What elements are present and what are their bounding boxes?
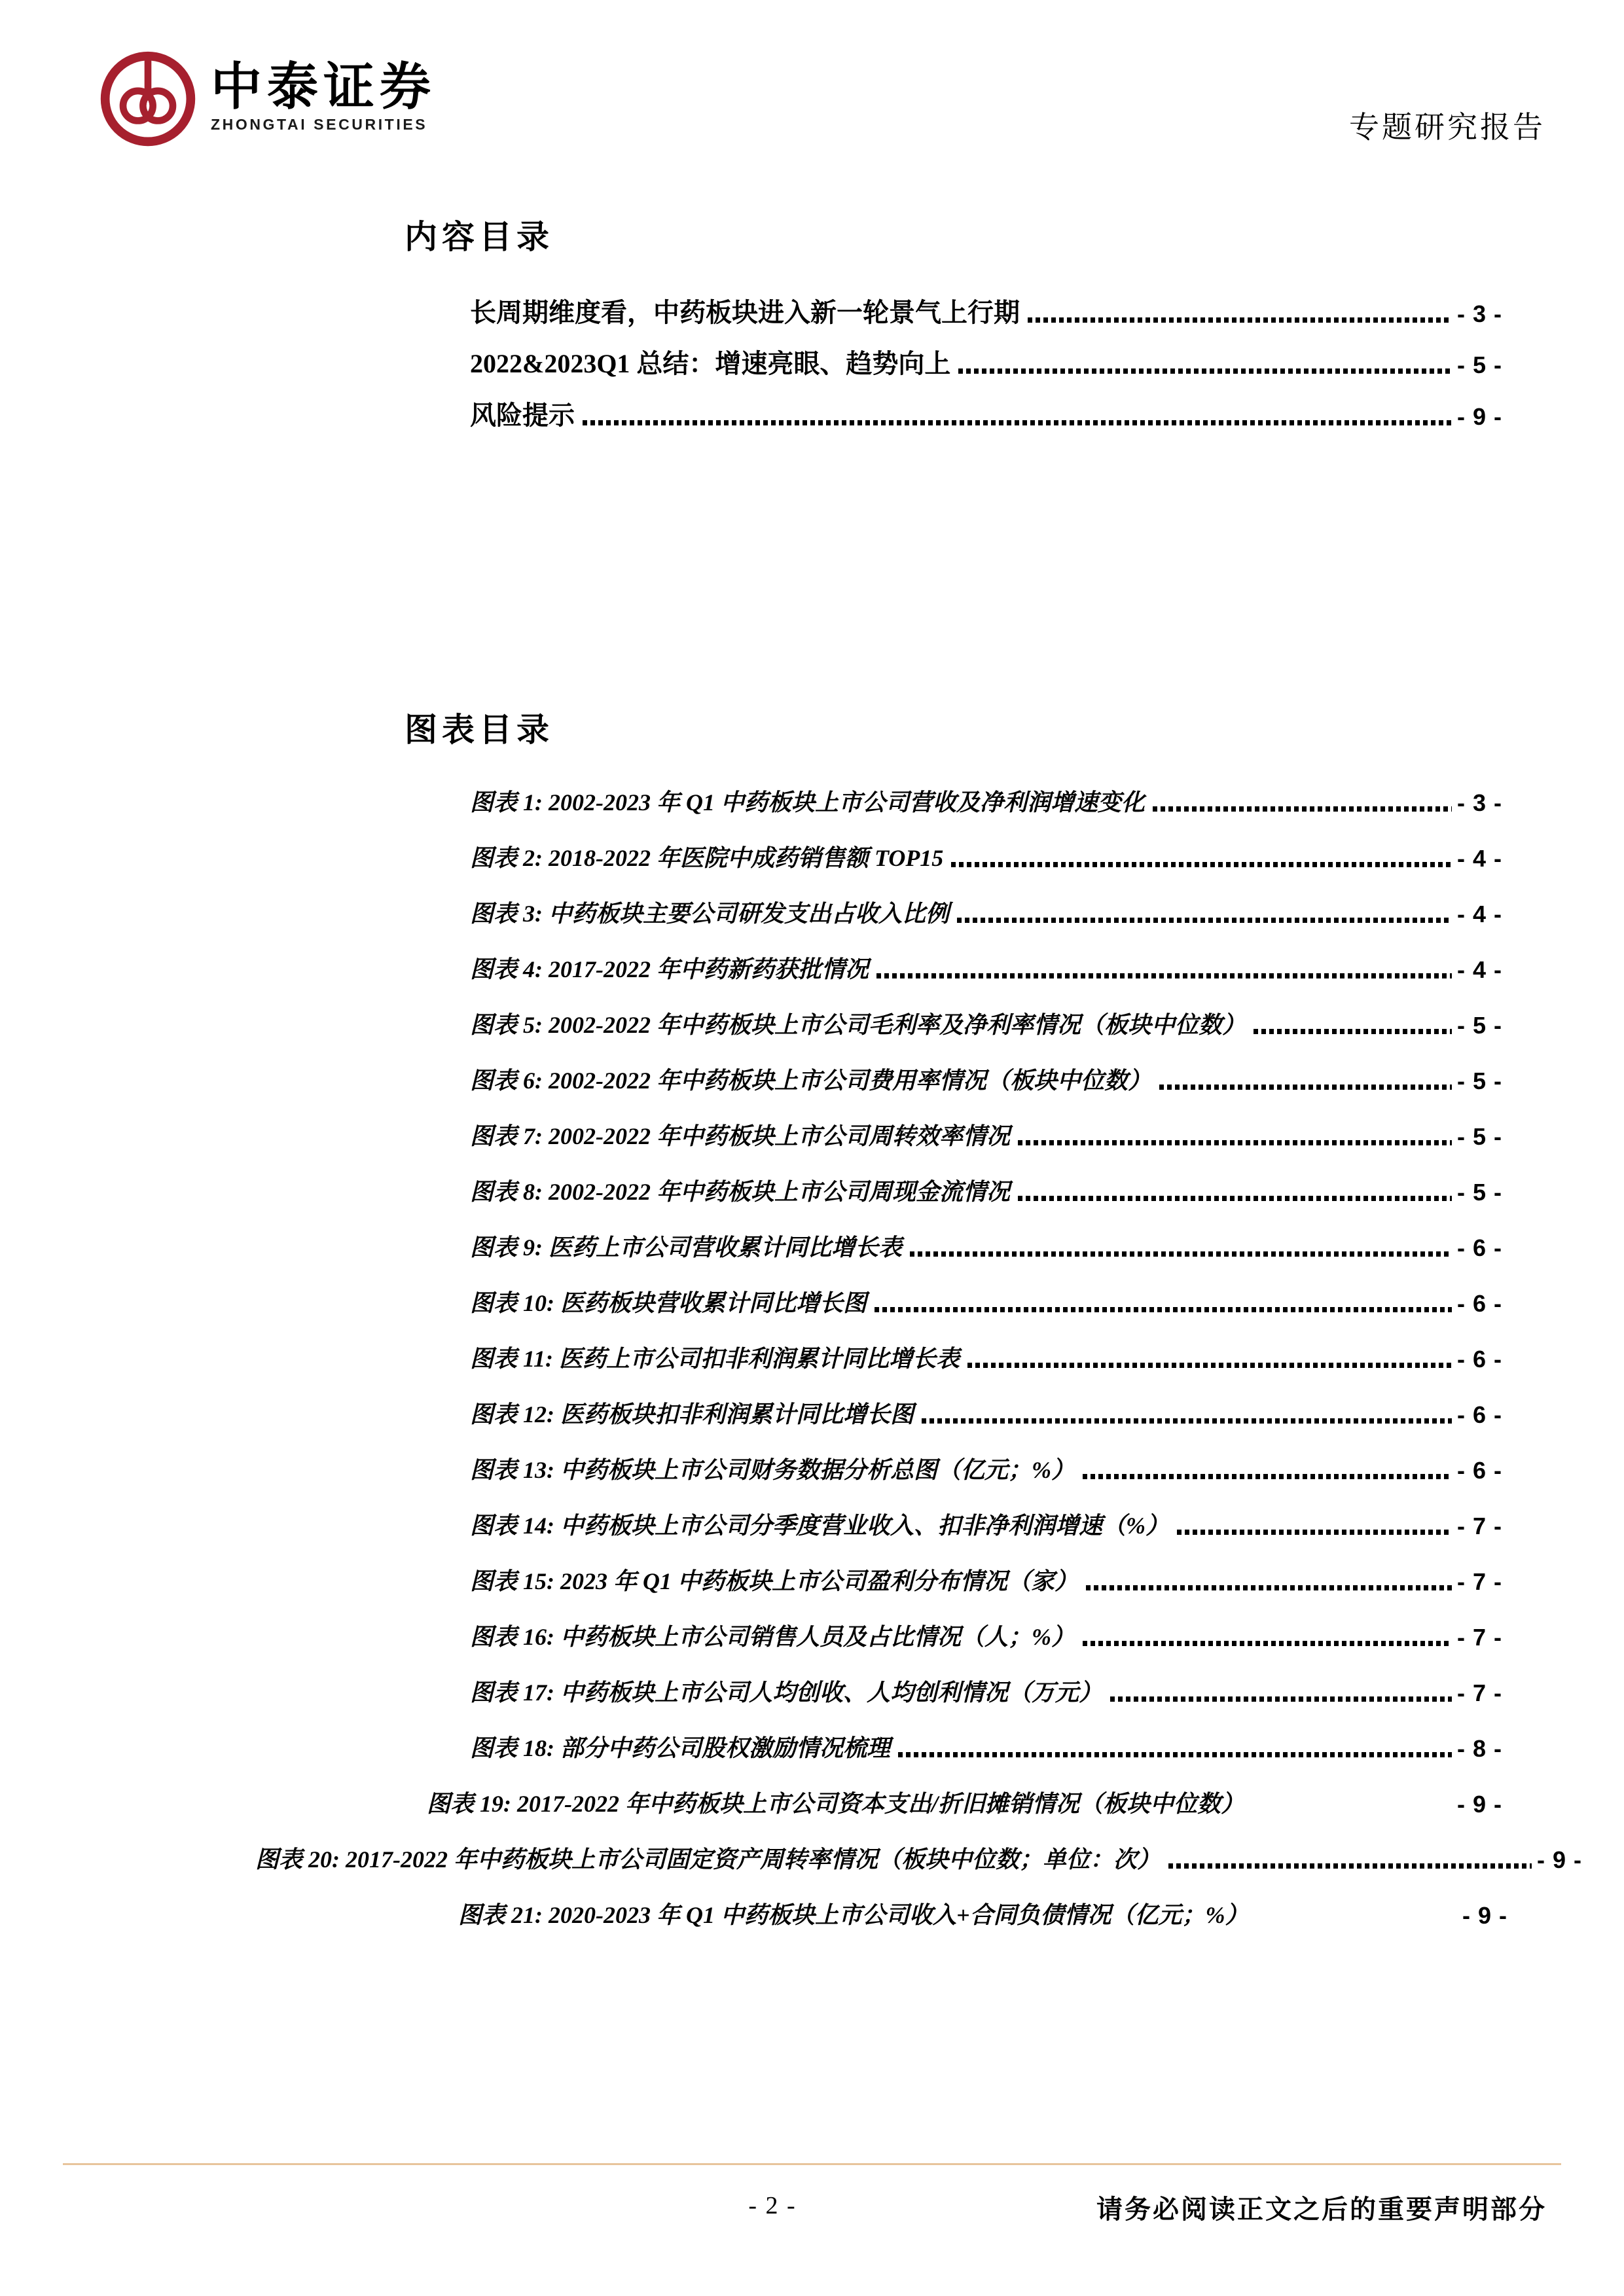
figure-entry-text: 图表 11: 医药上市公司扣非利润累计同比增长表 [470, 1346, 960, 1372]
toc-entry-text: 长周期维度看，中药板块进入新一轮景气上行期 [470, 297, 1020, 327]
figure-entry-6[interactable] [470, 1049, 1502, 1105]
figure-entry-text: 图表 13: 中药板块上市公司财务数据分析总图（亿元；%） [470, 1457, 1075, 1484]
figure-entry-text: 图表 12: 医药板块扣非利润累计同比增长图 [470, 1401, 914, 1428]
figure-entry-3[interactable] [470, 882, 1502, 938]
figure-entry-12[interactable] [470, 1383, 1502, 1439]
figure-entry-18[interactable] [470, 1717, 1502, 1772]
toc-entry-text: 2022&2023Q1 总结：增速亮眼、趋势向上 [470, 349, 951, 378]
dot-leader [958, 368, 1452, 374]
dot-leader [875, 1307, 1452, 1312]
dot-leader [1168, 1863, 1532, 1869]
figure-entry-text: 图表 10: 医药板块营收累计同比增长图 [470, 1290, 867, 1317]
dot-leader [1028, 317, 1452, 323]
figure-entry-15[interactable] [470, 1550, 1502, 1605]
page-reference: - 4 - [1456, 901, 1502, 928]
dot-leader [1083, 1641, 1452, 1646]
figure-entry-text: 图表 19: 2017-2022 年中药板块上市公司资本支出/折旧摊销情况（板块中位数） [427, 1791, 1244, 1818]
footer-disclaimer: 请务必阅读正文之后的重要声明部分 [1096, 2195, 1547, 2224]
figure-entry-text: 图表 7: 2002-2022 年中药板块上市公司周转效率情况 [470, 1123, 1010, 1150]
figure-entry-19[interactable] [427, 1772, 1502, 1828]
page-reference: - 5 - [1456, 351, 1502, 379]
page-reference: - 7 - [1456, 1624, 1502, 1651]
toc-entry-text: 风险提示 [470, 400, 575, 430]
report-type-label: 专题研究报告 [1349, 111, 1545, 144]
figure-entry-17[interactable] [470, 1661, 1502, 1717]
page-reference: - 3 - [1456, 789, 1502, 817]
toc-entry-1[interactable] [470, 286, 1502, 338]
figure-entry-20[interactable] [255, 1828, 1582, 1884]
dot-leader [1177, 1530, 1452, 1535]
page-reference: - 7 - [1456, 1513, 1502, 1540]
brand-name-cn: 中泰证券 [211, 58, 437, 115]
dot-leader [1110, 1696, 1452, 1702]
page-reference: - 9 - [1456, 403, 1502, 430]
toc-list [0, 286, 1624, 440]
dot-leader [1083, 1474, 1452, 1479]
page-reference: - 5 - [1456, 1012, 1502, 1039]
dot-leader [922, 1418, 1452, 1424]
figure-entry-text: 图表 21: 2020-2023 年 Q1 中药板块上市公司收入+合同负债情况（亿元；%） [458, 1902, 1249, 1929]
dot-leader [957, 918, 1452, 923]
figure-entry-2[interactable] [470, 827, 1502, 882]
page-reference: - 6 - [1456, 1234, 1502, 1262]
figure-entry-7[interactable] [470, 1105, 1502, 1160]
dot-leader [1254, 1029, 1452, 1034]
dot-leader [910, 1251, 1452, 1257]
figure-entry-text: 图表 5: 2002-2022 年中药板块上市公司毛利率及净利率情况（板块中位数） [470, 1012, 1246, 1039]
page-reference: - 6 - [1456, 1401, 1502, 1429]
dot-leader [876, 973, 1452, 978]
page-reference: - 9 - [1456, 1791, 1502, 1818]
dot-leader [1153, 806, 1452, 812]
figure-toc-list [0, 771, 1624, 1939]
figure-entry-10[interactable] [470, 1272, 1502, 1327]
page-reference: - 5 - [1456, 1179, 1502, 1206]
figure-entry-text: 图表 6: 2002-2022 年中药板块上市公司费用率情况（板块中位数） [470, 1067, 1151, 1094]
figure-entry-text: 图表 17: 中药板块上市公司人均创收、人均创利情况（万元） [470, 1679, 1102, 1706]
toc-entry-3[interactable] [470, 389, 1502, 440]
footer-divider [63, 2163, 1561, 2165]
dot-leader [1159, 1085, 1452, 1090]
zhongtai-logo-icon [98, 47, 198, 147]
toc-entry-2[interactable] [470, 338, 1502, 389]
figure-entry-text: 图表 18: 部分中药公司股权激励情况梳理 [470, 1735, 890, 1762]
page-reference: - 9 - [1462, 1902, 1507, 1929]
figure-entry-21[interactable] [458, 1884, 1507, 1939]
page-reference: - 7 - [1456, 1679, 1502, 1707]
page-reference: - 4 - [1456, 845, 1502, 872]
figure-entry-text: 图表 2: 2018-2022 年医院中成药销售额 TOP15 [470, 845, 944, 872]
figure-entry-text: 图表 9: 医药上市公司营收累计同比增长表 [470, 1234, 902, 1261]
figure-entry-9[interactable] [470, 1216, 1502, 1272]
page-reference: - 6 - [1456, 1346, 1502, 1373]
figure-entry-14[interactable] [470, 1494, 1502, 1550]
figure-entry-11[interactable] [470, 1327, 1502, 1383]
figure-entry-text: 图表 16: 中药板块上市公司销售人员及占比情况（人；%） [470, 1624, 1075, 1651]
page-reference: - 8 - [1456, 1735, 1502, 1763]
figure-entry-5[interactable] [470, 994, 1502, 1049]
figure-toc-title: 图表目录 [405, 711, 554, 748]
dot-leader [1086, 1585, 1452, 1590]
figure-entry-8[interactable] [470, 1160, 1502, 1216]
dot-leader [951, 862, 1452, 867]
figure-entry-text: 图表 4: 2017-2022 年中药新药获批情况 [470, 956, 869, 983]
page-reference: - 6 - [1456, 1290, 1502, 1318]
brand-header [98, 47, 436, 147]
dot-leader [1018, 1196, 1452, 1201]
page-reference: - 5 - [1456, 1123, 1502, 1151]
figure-entry-4[interactable] [470, 938, 1502, 994]
toc-title: 内容目录 [405, 219, 554, 255]
brand-names [211, 60, 436, 134]
footer-page-number: - 2 - [748, 2192, 797, 2219]
figure-entry-text: 图表 20: 2017-2022 年中药板块上市公司固定资产周转率情况（板块中位数；单位：次） [255, 1846, 1161, 1873]
page-reference: - 7 - [1456, 1568, 1502, 1596]
dot-leader [1018, 1140, 1452, 1145]
page-reference: - 4 - [1456, 956, 1502, 984]
figure-entry-text: 图表 3: 中药板块主要公司研发支出占收入比例 [470, 901, 949, 927]
figure-entry-1[interactable] [470, 771, 1502, 827]
figure-entry-text: 图表 14: 中药板块上市公司分季度营业收入、扣非净利润增速（%） [470, 1513, 1169, 1539]
page-reference: - 5 - [1456, 1067, 1502, 1095]
figure-entry-text: 图表 8: 2002-2022 年中药板块上市公司周现金流情况 [470, 1179, 1010, 1206]
page-reference: - 9 - [1536, 1846, 1582, 1874]
brand-name-en: ZHONGTAI SECURITIES [211, 116, 428, 134]
dot-leader [898, 1752, 1452, 1757]
figure-entry-text: 图表 1: 2002-2023 年 Q1 中药板块上市公司营收及净利润增速变化 [470, 789, 1145, 816]
page-reference: - 6 - [1456, 1457, 1502, 1484]
page-reference: - 3 - [1456, 300, 1502, 327]
figure-entry-13[interactable] [470, 1439, 1502, 1494]
figure-entry-16[interactable] [470, 1605, 1502, 1661]
dot-leader [967, 1363, 1452, 1368]
dot-leader [583, 420, 1452, 425]
figure-entry-text: 图表 15: 2023 年 Q1 中药板块上市公司盈利分布情况（家） [470, 1568, 1078, 1595]
